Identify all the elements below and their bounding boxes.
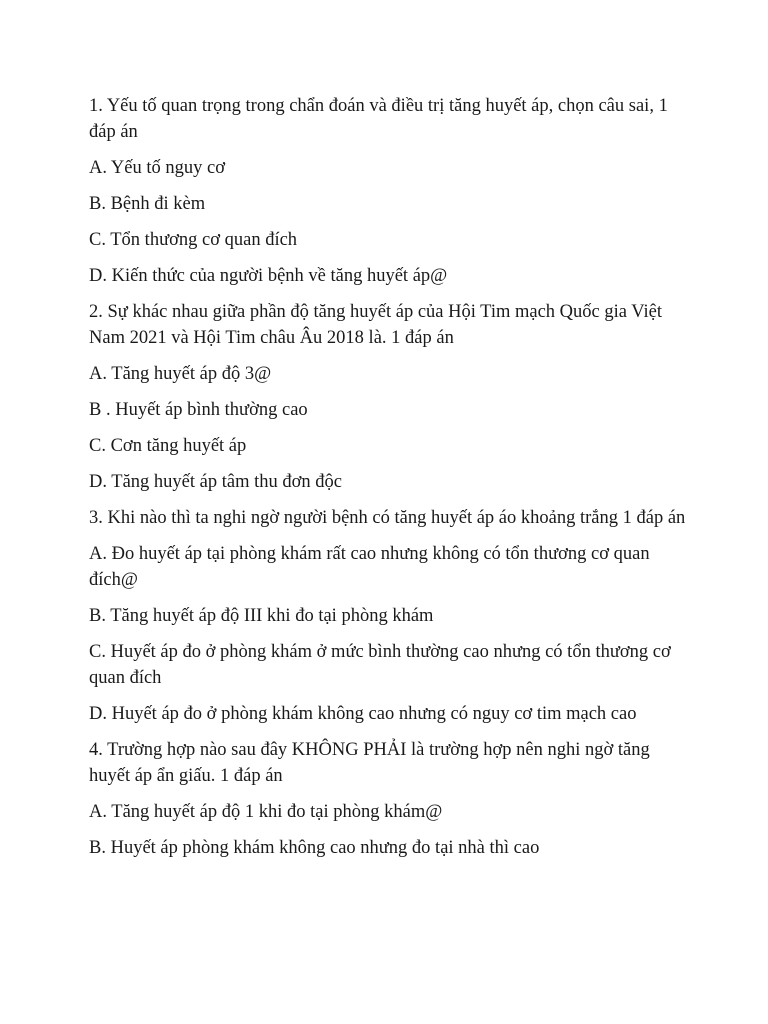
question-3-option-c: C. Huyết áp đo ở phòng khám ở mức bình thường cao nhưng có tổn thương cơ quan đích — [89, 642, 671, 688]
question-1-text: 1. Yếu tố quan trọng trong chẩn đoán và điều trị tăng huyết áp, chọn câu sai, 1 đáp án — [89, 96, 668, 142]
question-1-option-b: B. Bệnh đi kèm — [89, 194, 206, 214]
question-3-text: 3. Khi nào thì ta nghi ngờ người bệnh có tăng huyết áp áo khoảng trắng 1 đáp án — [89, 508, 686, 528]
question-3-option-a: A. Đo huyết áp tại phòng khám rất cao nhưng không có tổn thương cơ quan đích@ — [89, 544, 650, 590]
question-4-text: 4. Trường hợp nào sau đây KHÔNG PHẢI là trường hợp nên nghi ngờ tăng huyết áp ẩn giấu. 1 đáp án — [89, 740, 650, 786]
question-2-option-b: B . Huyết áp bình thường cao — [89, 400, 308, 420]
question-2-option-c: C. Cơn tăng huyết áp — [89, 436, 247, 456]
question-3-option-d: D. Huyết áp đo ở phòng khám không cao nhưng có nguy cơ tim mạch cao — [89, 704, 637, 724]
question-4-option-a: A. Tăng huyết áp độ 1 khi đo tại phòng khám@ — [89, 802, 443, 822]
question-1-option-c: C. Tổn thương cơ quan đích — [89, 230, 298, 250]
question-3-option-b: B. Tăng huyết áp độ III khi đo tại phòng khám — [89, 606, 434, 626]
question-2-option-d: D. Tăng huyết áp tâm thu đơn độc — [89, 472, 342, 492]
question-1-option-a: A. Yếu tố nguy cơ — [89, 158, 226, 178]
question-1-option-d: D. Kiến thức của người bệnh về tăng huyết áp@ — [89, 266, 448, 286]
question-4-option-b: B. Huyết áp phòng khám không cao nhưng đo tại nhà thì cao — [89, 838, 540, 858]
question-2-text: 2. Sự khác nhau giữa phần độ tăng huyết áp của Hội Tim mạch Quốc gia Việt Nam 2021 và Hội Tim châu Âu 2018 là. 1 đáp án — [89, 302, 662, 348]
document-content — [89, 93, 689, 871]
question-2-option-a: A. Tăng huyết áp độ 3@ — [89, 364, 272, 384]
